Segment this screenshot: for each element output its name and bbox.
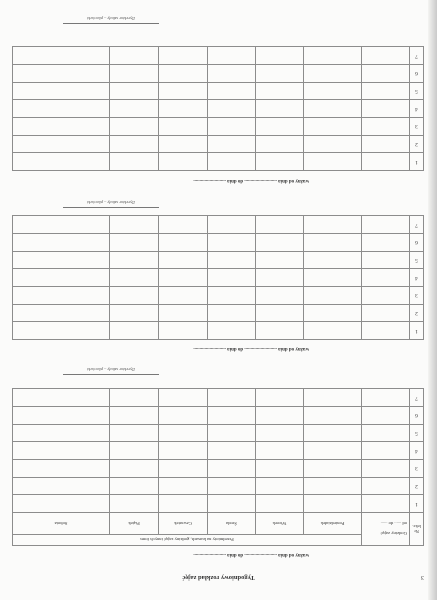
schedule-cell[interactable] [208, 304, 256, 322]
schedule-cell[interactable] [256, 82, 304, 100]
lesson-number: 6 [410, 406, 424, 424]
lesson-row [13, 216, 424, 234]
day-header-friday: Piątek [110, 513, 159, 535]
page-edge-shadow [428, 0, 437, 600]
lesson-number: 7 [410, 216, 424, 234]
schedule-cell[interactable] [256, 100, 304, 118]
schedule-cell[interactable] [362, 82, 410, 100]
schedule-cell[interactable] [159, 286, 208, 304]
schedule-cell[interactable] [110, 82, 159, 100]
day-header-monday: Poniedziałek [304, 513, 362, 535]
schedule-cell[interactable] [13, 269, 110, 287]
schedule-cell[interactable] [208, 135, 256, 153]
lesson-row [13, 100, 424, 118]
schedule-cell[interactable] [12, 459, 109, 477]
valid-from-label: ważny od dnia [278, 552, 309, 557]
schedule-cell[interactable] [159, 269, 208, 287]
schedule-cell[interactable] [159, 459, 208, 477]
schedule-cell[interactable] [256, 117, 304, 135]
schedule-cell[interactable] [110, 389, 159, 407]
schedule-cell[interactable] [362, 135, 410, 153]
schedule-cell[interactable] [159, 251, 208, 269]
schedule-cell[interactable] [159, 477, 208, 495]
schedule-cell[interactable] [159, 47, 208, 65]
schedule-cell[interactable] [304, 153, 362, 171]
schedule-cell[interactable] [13, 64, 110, 82]
schedule-cell[interactable] [159, 216, 208, 234]
schedule-cell[interactable] [159, 424, 208, 442]
lesson-number: 1 [410, 322, 424, 340]
schedule-cell[interactable] [304, 322, 362, 340]
schedule-cell[interactable] [110, 406, 159, 424]
schedule-cell[interactable] [362, 216, 410, 234]
schedule-cell[interactable] [208, 459, 256, 477]
schedule-cell[interactable] [304, 477, 362, 495]
lesson-row [13, 304, 424, 322]
schedule-cell[interactable] [256, 233, 304, 251]
schedule-cell[interactable] [362, 424, 410, 442]
schedule-cell[interactable] [256, 322, 304, 340]
lesson-row [13, 269, 424, 287]
schedule-cell[interactable] [110, 251, 159, 269]
lesson-number: 1 [410, 153, 424, 171]
schedule-cell[interactable] [208, 424, 256, 442]
lesson-number: 5 [410, 424, 424, 442]
validity-line-1: ważny od dnia .......................... do dnia .......................... [193, 552, 309, 557]
schedule-cell[interactable] [110, 117, 159, 135]
lesson-number: 5 [410, 82, 424, 100]
schedule-cell[interactable] [208, 216, 256, 234]
schedule-cell[interactable] [110, 424, 159, 442]
schedule-cell[interactable] [159, 322, 208, 340]
schedule-cell[interactable] [362, 153, 410, 171]
schedule-cell[interactable] [362, 269, 410, 287]
schedule-cell[interactable] [304, 389, 362, 407]
schedule-cell[interactable] [208, 82, 256, 100]
schedule-cell[interactable] [208, 117, 256, 135]
lesson-row [13, 64, 424, 82]
day-header-tuesday: Wtorek [256, 513, 304, 535]
schedule-cell[interactable] [13, 251, 110, 269]
schedule-cell[interactable] [110, 269, 159, 287]
schedule-cell[interactable] [362, 117, 410, 135]
schedule-cell[interactable] [208, 233, 256, 251]
schedule-cell[interactable] [256, 286, 304, 304]
schedule-cell[interactable] [12, 389, 109, 407]
schedule-cell[interactable] [208, 153, 256, 171]
lesson-row [12, 406, 423, 424]
lesson-number: 5 [410, 251, 424, 269]
running-title: Tygodniowy rozkład zajęć [182, 574, 255, 581]
schedule-cell[interactable] [256, 64, 304, 82]
schedule-cell[interactable] [12, 442, 109, 460]
lesson-row [12, 477, 423, 495]
schedule-cell[interactable] [208, 495, 256, 513]
schedule-cell[interactable] [304, 269, 362, 287]
schedule-cell[interactable] [159, 233, 208, 251]
lesson-row [12, 495, 423, 513]
page-number: 3 [421, 574, 424, 580]
schedule-cell[interactable] [110, 286, 159, 304]
schedule-cell[interactable] [13, 100, 110, 118]
schedule-cell[interactable] [159, 304, 208, 322]
schedule-cell[interactable] [362, 64, 410, 82]
schedule-cell[interactable] [256, 389, 304, 407]
schedule-cell[interactable] [304, 135, 362, 153]
schedule-cell[interactable] [304, 495, 362, 513]
schedule-cell[interactable] [13, 233, 110, 251]
schedule-cell[interactable] [159, 153, 208, 171]
schedule-cell[interactable] [159, 495, 208, 513]
lesson-row [13, 153, 424, 171]
subjects-header: Przedmioty na kursach, godziny zajęć innych form [12, 535, 361, 546]
lesson-number: 4 [410, 269, 424, 287]
schedule-cell[interactable] [12, 477, 109, 495]
schedule-cell[interactable] [13, 135, 110, 153]
schedule-cell[interactable] [304, 251, 362, 269]
valid-to-label: do dnia [227, 178, 244, 183]
lesson-number: 6 [410, 64, 424, 82]
schedule-cell[interactable] [362, 322, 410, 340]
schedule-cell[interactable] [256, 477, 304, 495]
schedule-cell[interactable] [13, 153, 110, 171]
validity-line-3: ważny od dnia .......................... do dnia .......................... [193, 178, 309, 183]
schedule-cell[interactable] [256, 216, 304, 234]
lesson-number: 2 [410, 135, 424, 153]
lesson-number: 4 [410, 442, 424, 460]
lesson-row [13, 251, 424, 269]
schedule-cell[interactable] [110, 459, 159, 477]
schedule-cell[interactable] [304, 406, 362, 424]
schedule-cell[interactable] [304, 424, 362, 442]
lesson-number: 1 [410, 495, 424, 513]
timetable-grid-2 [12, 215, 424, 340]
schedule-cell[interactable] [208, 100, 256, 118]
lesson-number: 7 [410, 389, 424, 407]
schedule-cell[interactable] [13, 117, 110, 135]
valid-from-label: ważny od dnia [278, 346, 309, 351]
schedule-cell[interactable] [362, 495, 410, 513]
schedule-cell[interactable] [110, 495, 159, 513]
schedule-cell[interactable] [208, 477, 256, 495]
schedule-cell[interactable] [304, 64, 362, 82]
lesson-number: 2 [410, 477, 424, 495]
schedule-cell[interactable] [159, 442, 208, 460]
signature-line-1: Dyrektor szkoły – placówki [63, 367, 159, 375]
timetable-grid-1 [12, 388, 424, 546]
schedule-cell[interactable] [110, 233, 159, 251]
schedule-cell[interactable] [256, 304, 304, 322]
schedule-cell[interactable] [304, 442, 362, 460]
schedule-cell[interactable] [362, 251, 410, 269]
lesson-row [13, 322, 424, 340]
schedule-cell[interactable] [159, 406, 208, 424]
lesson-number: 7 [410, 47, 424, 65]
schedule-cell[interactable] [13, 322, 110, 340]
schedule-cell[interactable] [159, 117, 208, 135]
schedule-cell[interactable] [362, 442, 410, 460]
schedule-cell[interactable] [304, 233, 362, 251]
schedule-cell[interactable] [362, 477, 410, 495]
lesson-number: 4 [410, 100, 424, 118]
schedule-cell[interactable] [304, 117, 362, 135]
schedule-cell[interactable] [110, 216, 159, 234]
schedule-cell[interactable] [256, 269, 304, 287]
signature-line-3: Dyrektor szkoły – placówki [63, 16, 159, 24]
schedule-cell[interactable] [208, 64, 256, 82]
schedule-cell[interactable] [110, 47, 159, 65]
schedule-cell[interactable] [256, 47, 304, 65]
lesson-row [13, 135, 424, 153]
lesson-row [13, 47, 424, 65]
schedule-cell[interactable] [256, 406, 304, 424]
schedule-cell[interactable] [362, 459, 410, 477]
lesson-row [13, 233, 424, 251]
schedule-cell[interactable] [110, 135, 159, 153]
lesson-row [13, 117, 424, 135]
valid-to-label: do dnia [227, 552, 244, 557]
schedule-cell[interactable] [304, 47, 362, 65]
schedule-cell[interactable] [110, 100, 159, 118]
schedule-cell[interactable] [159, 100, 208, 118]
schedule-cell[interactable] [208, 251, 256, 269]
schedule-cell[interactable] [159, 82, 208, 100]
schedule-cell[interactable] [362, 233, 410, 251]
schedule-cell[interactable] [304, 304, 362, 322]
schedule-cell[interactable] [13, 304, 110, 322]
lesson-row [12, 389, 423, 407]
schedule-cell[interactable] [256, 251, 304, 269]
lesson-number: 3 [410, 117, 424, 135]
lesson-number: 6 [410, 233, 424, 251]
schedule-cell[interactable] [362, 389, 410, 407]
lesson-row [12, 442, 423, 460]
schedule-cell[interactable] [110, 153, 159, 171]
lesson-number: 2 [410, 304, 424, 322]
schedule-cell[interactable] [110, 322, 159, 340]
validity-line-2: ważny od dnia .......................... do dnia .......................... [193, 346, 309, 351]
schedule-cell[interactable] [208, 389, 256, 407]
schedule-cell[interactable] [256, 153, 304, 171]
schedule-cell[interactable] [362, 406, 410, 424]
schedule-cell[interactable] [208, 269, 256, 287]
schedule-cell[interactable] [13, 82, 110, 100]
schedule-cell[interactable] [208, 406, 256, 424]
lesson-row [12, 459, 423, 477]
schedule-cell[interactable] [304, 82, 362, 100]
schedule-cell[interactable] [304, 100, 362, 118]
schedule-cell[interactable] [110, 304, 159, 322]
schedule-cell[interactable] [110, 64, 159, 82]
schedule-cell[interactable] [12, 406, 109, 424]
schedule-cell[interactable] [159, 64, 208, 82]
valid-to-label: do dnia [227, 346, 244, 351]
schedule-cell[interactable] [362, 47, 410, 65]
schedule-cell[interactable] [13, 286, 110, 304]
lesson-number: 3 [410, 459, 424, 477]
schedule-cell[interactable] [256, 442, 304, 460]
day-header-thursday: Czwartek [159, 513, 208, 535]
schedule-cell[interactable] [208, 47, 256, 65]
schedule-cell[interactable] [304, 286, 362, 304]
schedule-cell[interactable] [159, 389, 208, 407]
valid-from-label: ważny od dnia [278, 178, 309, 183]
schedule-cell[interactable] [110, 477, 159, 495]
lesson-row [13, 286, 424, 304]
schedule-cell[interactable] [304, 459, 362, 477]
timetable-grid-3 [12, 46, 424, 171]
schedule-cell[interactable] [13, 47, 110, 65]
day-header-saturday: Sobota [12, 513, 109, 535]
schedule-cell[interactable] [304, 216, 362, 234]
schedule-cell[interactable] [362, 100, 410, 118]
schedule-cell[interactable] [12, 424, 109, 442]
signature-line-2: Dyrektor szkoły – placówki [63, 200, 159, 208]
schedule-cell[interactable] [208, 442, 256, 460]
hours-header: Godziny zajęć od ...... do ...... [362, 513, 410, 546]
schedule-cell[interactable] [256, 424, 304, 442]
schedule-cell[interactable] [362, 286, 410, 304]
schedule-cell[interactable] [256, 135, 304, 153]
lesson-row [13, 82, 424, 100]
lesson-row [12, 424, 423, 442]
schedule-cell[interactable] [256, 459, 304, 477]
day-header-wednesday: Środa [208, 513, 256, 535]
schedule-cell[interactable] [110, 442, 159, 460]
schedule-cell[interactable] [12, 495, 109, 513]
schedule-cell[interactable] [159, 135, 208, 153]
nr-header: Nr lekc. [410, 513, 424, 546]
schedule-cell[interactable] [13, 216, 110, 234]
schedule-cell[interactable] [256, 495, 304, 513]
schedule-cell[interactable] [362, 304, 410, 322]
schedule-cell[interactable] [208, 322, 256, 340]
lesson-number: 3 [410, 286, 424, 304]
schedule-cell[interactable] [208, 286, 256, 304]
